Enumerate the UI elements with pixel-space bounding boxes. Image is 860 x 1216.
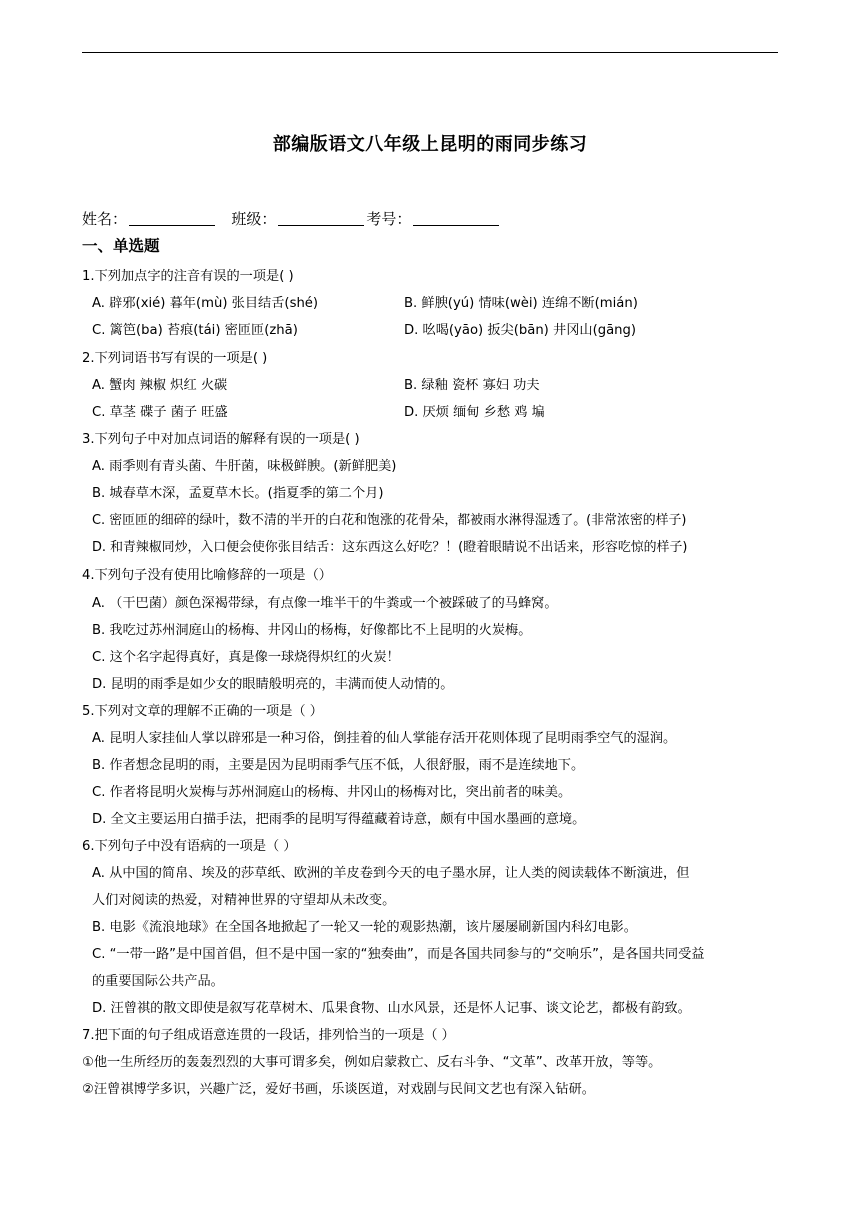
question-2-option-d: D. 厌烦 缅甸 乡愁 鸡 𡎚 <box>404 405 545 420</box>
question-7-stem: 7.把下面的句子组成语意连贯的一段话，排列恰当的一项是（ ） <box>82 1028 455 1043</box>
question-4-option-d: D. 昆明的雨季是如少女的眼睛般明亮的，丰满而使人动情的。 <box>92 677 454 692</box>
question-5-option-d: D. 全文主要运用白描手法，把雨季的昆明写得蕴藏着诗意，颇有中国水墨画的意境。 <box>92 812 586 827</box>
question-6-option-c-continued: 的重要国际公共产品。 <box>92 974 224 989</box>
question-2-option-a: A. 蟹肉 辣椒 炽红 火碳 <box>92 378 228 393</box>
question-3-option-d: D. 和青辣椒同炒，入口便会使你张目结舌：这东西这么好吃？！(瞪着眼睛说不出话来，形容吃惊的样子) <box>92 540 688 555</box>
question-3-stem: 3.下列句子中对加点词语的解释有误的一项是( ) <box>82 432 360 447</box>
class-label: 班级： <box>231 210 277 228</box>
question-1-option-a: A. 辟邪(xié) 暮年(mù) 张目结舌(shé) <box>92 296 319 311</box>
question-3-option-c: C. 密匝匝的细碎的绿叶，数不清的半开的白花和饱涨的花骨朵，都被雨水淋得湿透了。(非常浓密的样子) <box>92 513 687 528</box>
question-2-stem: 2.下列词语书写有误的一项是( ) <box>82 351 268 366</box>
question-5-option-a: A. 昆明人家挂仙人掌以辟邪是一种习俗，倒挂着的仙人掌能存活开花则体现了昆明雨季空气的湿润。 <box>92 731 677 746</box>
section-heading: 一、单选题 <box>82 237 160 255</box>
header-rule <box>82 52 778 53</box>
question-6-option-a: A. 从中国的简帛、埃及的莎草纸、欧洲的羊皮卷到今天的电子墨水屏，让人类的阅读载体不断演进，但 <box>92 866 690 881</box>
page-title: 部编版语文八年级上昆明的雨同步练习 <box>272 134 588 155</box>
question-1-option-c: C. 篱笆(ba) 苔痕(tái) 密匝匝(zhā) <box>92 323 298 338</box>
question-1-option-d: D. 吆喝(yāo) 扳尖(bān) 井冈山(gāng) <box>404 323 637 338</box>
question-4-option-b: B. 我吃过苏州洞庭山的杨梅、井冈山的杨梅，好像都比不上昆明的火炭梅。 <box>92 623 532 638</box>
class-blank[interactable] <box>278 211 364 226</box>
question-5-stem: 5.下列对文章的理解不正确的一项是（ ） <box>82 704 323 719</box>
question-5-option-c: C. 作者将昆明火炭梅与苏州洞庭山的杨梅、井冈山的杨梅对比，突出前者的味美。 <box>92 785 572 800</box>
question-4-option-a: A. （干巴菌）颜色深褐带绿，有点像一堆半干的牛粪或一个被踩破了的马蜂窝。 <box>92 596 558 611</box>
id-blank[interactable] <box>413 211 499 226</box>
question-3-option-a: A. 雨季则有青头菌、牛肝菌，味极鲜腴。(新鲜肥美) <box>92 459 397 474</box>
question-7-sentence-2: ②汪曾祺博学多识，兴趣广泛，爱好书画，乐谈医道，对戏剧与民间文艺也有深入钻研。 <box>82 1082 595 1097</box>
question-1-option-b: B. 鲜腴(yú) 情味(wèi) 连绵不断(mián) <box>404 296 638 311</box>
question-7-sentence-1: ①他一生所经历的轰轰烈烈的大事可谓多矣，例如启蒙救亡、反右斗争、“文革”、改革开放，等等。 <box>82 1055 662 1070</box>
question-5-option-b: B. 作者想念昆明的雨，主要是因为昆明雨季气压不低，人很舒服，雨不是连续地下。 <box>92 758 585 773</box>
question-6-option-d: D. 汪曾祺的散文即使是叙写花草树木、瓜果食物、山水风景，还是怀人记事、谈文论艺，都极有韵致。 <box>92 1001 691 1016</box>
question-1-stem: 1.下列加点字的注音有误的一项是( ) <box>82 269 294 284</box>
question-6-option-c: C. “一带一路”是中国首倡，但不是中国一家的“独奏曲”，而是各国共同参与的“交响乐”，是各国共同受益 <box>92 947 705 962</box>
question-4-option-c: C. 这个名字起得真好，真是像一球烧得炽红的火炭！ <box>92 650 400 665</box>
question-2-option-c: C. 草茎 碟子 菌子 旺盛 <box>92 405 228 420</box>
question-2-option-b: B. 绿釉 瓷杯 寡妇 功夫 <box>404 378 540 393</box>
question-4-stem: 4.下列句子没有使用比喻修辞的一项是（） <box>82 568 332 583</box>
question-6-stem: 6.下列句子中没有语病的一项是（ ） <box>82 839 297 854</box>
name-blank[interactable] <box>129 211 215 226</box>
question-6-option-a-continued: 人们对阅读的热爱，对精神世界的守望却从未改变。 <box>92 893 396 908</box>
student-info-row <box>82 208 501 229</box>
name-label: 姓名： <box>82 210 128 228</box>
id-label: 考号： <box>366 210 412 228</box>
question-6-option-b: B. 电影《流浪地球》在全国各地掀起了一轮又一轮的观影热潮，该片屡屡刷新国内科幻电影。 <box>92 920 637 935</box>
question-3-option-b: B. 城春草木深，孟夏草木长。(指夏季的第二个月) <box>92 486 384 501</box>
